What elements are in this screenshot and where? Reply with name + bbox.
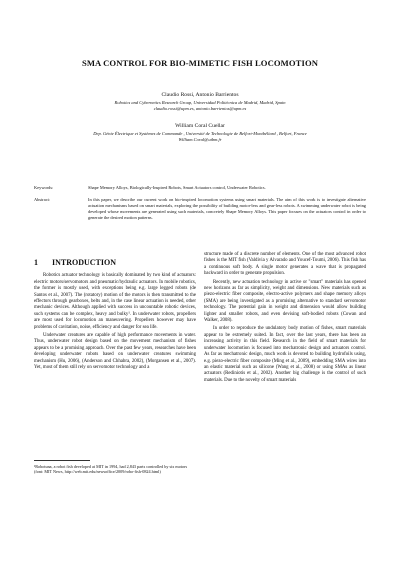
affiliation-secondary-email: William.Coral@utbm.fr [178,137,222,143]
footnote-rule [34,460,90,461]
paper-title: SMA CONTROL FOR BIO-MIMETIC FISH LOCOMOTION [81,58,319,68]
affiliation-secondary [40,131,360,143]
author-secondary: William Coral Cuellar [175,123,225,129]
intro-paragraph-5: In order to reproduce the undulatory body motion of fishes, smart materials appear to be extremely suited. In fact, over the last years, there has been an increasing activity in this field. Research in the field of smart materials for underwater locomotion is focused into mechatronic design and actuators control. As far as mechatronic design, much work is devoted to building hydrofoils using, e.g. piezo-electric fiber composite (Ming et al., 2009), embedding SMA wires into an elastic material such as silicone (Wang et al., 2008) or using SMAs as linear actuators (Rediniotis et al., 2002). Another big challenge is the control of such materials. Due to the novelty of smart materials [204,326,366,383]
abstract-label: Abstract: [34,197,51,202]
affiliation-primary-institution: Robotics and Cybernetics Research Group, Universidad Politécnica de Madrid, Madrid, Spain [114,100,286,105]
section-number: 1 [34,258,38,267]
affiliation-primary-emails: claudio.rossi@upm.es, antonio.barrientos@upm.es [153,106,247,112]
left-column [34,252,196,372]
affiliation-primary [40,100,360,112]
abstract-text: In this paper, we describe our current work on bio-inspired locomotion systems using smart materials. The aim of this work is to investigate alternative actuation mechanisms based on smart materials, exploring the possibility of building motor-less and gear-less robots. A swimming underwater robot is being developed whose movements are generated using such materials, concretely Shape Memory Alloys. This paper focuses on the actuators control in order to generate the desired motion patterns. [88,197,366,221]
intro-paragraph-1: Robotics actuator technology is basically dominated by two kind of actuators: electric motors/servomotors and pneumatic/hydraulic actuators. In mobile robotics, the former is mostly used, with exceptions being e.g. large legged robots (de Santos et al., 2007). The (rotatory) motion of the motors is then transmitted to the effectors through gearboxes, belts and, in the case linear actuation is needed, other mechanic devices. Although applied with success in uncountable robotic devices, such systems can be complex, heavy and bulky¹. In underwater robots, propellers are most used for locomotion an maneuvering. Propellers however may have problems of cavitation, noise, efficiency and danger for sea life. [34,273,196,330]
keywords-label: Keywords: [34,185,54,190]
authors-primary: Claudio Rossi, Antonio Barrientos [161,92,239,98]
right-column [204,252,366,384]
affiliation-secondary-institution: Dep. Génie Électrique et Systèmes de Commande , Université de Technologie de Belfort-Montbéliard , Belfort, France [93,131,307,136]
footnote: ¹Robotuna, a robot fish developed at MIT in 1994, had 2,843 parts controlled by six motors (font: MIT News, http://web.mit.edu/newsoffice/2009/robo-fish-0824.html) [34,464,188,475]
intro-paragraph-3: structure made of a discrete number of elements. One of the most advanced robot fishes is the MIT fish (Valdivia y Alvarado and Youcef-Toumi, 2006). This fish has a continuous soft body. A single motor generates a wave that is propagated backward in order to generate propulsion. [204,252,366,277]
intro-paragraph-2: Underwater creatures are capable of high performance movements in water. Thus, underwater robot design based on the movement mechanism of fishes appears to be a promising approach. Over the past few years, researches have been developing underwater robots based on underwater creatures swimming mechanism (Hu, 2006), (Anderson and Chhabra, 2002), (Morgansen et al., 2007). Yet, most of them still rely on servomotor technology and a [34,333,196,371]
keywords-text: Shape Memory Alloys, Biologically-Inspired Robots, Smart Actuators control, Underwater Robotics. [88,185,266,190]
section-title: INTRODUCTION [52,258,117,267]
intro-paragraph-4: Recently, new actuation technology in active or "smart" materials has opened new horizons as far as simplicity, weight and dimensions. New materials such as piezo-electric fiber composite, electro-active polymers and shape memory alloys (SMA) are being investigated as a promising alternative to standard servomotor technology. The potential gain in weight and dimension would allow building lighter and smaller robots, and even devising soft-bodied robots (Cowan and Walker, 2008). [204,279,366,324]
section-heading [34,260,196,266]
